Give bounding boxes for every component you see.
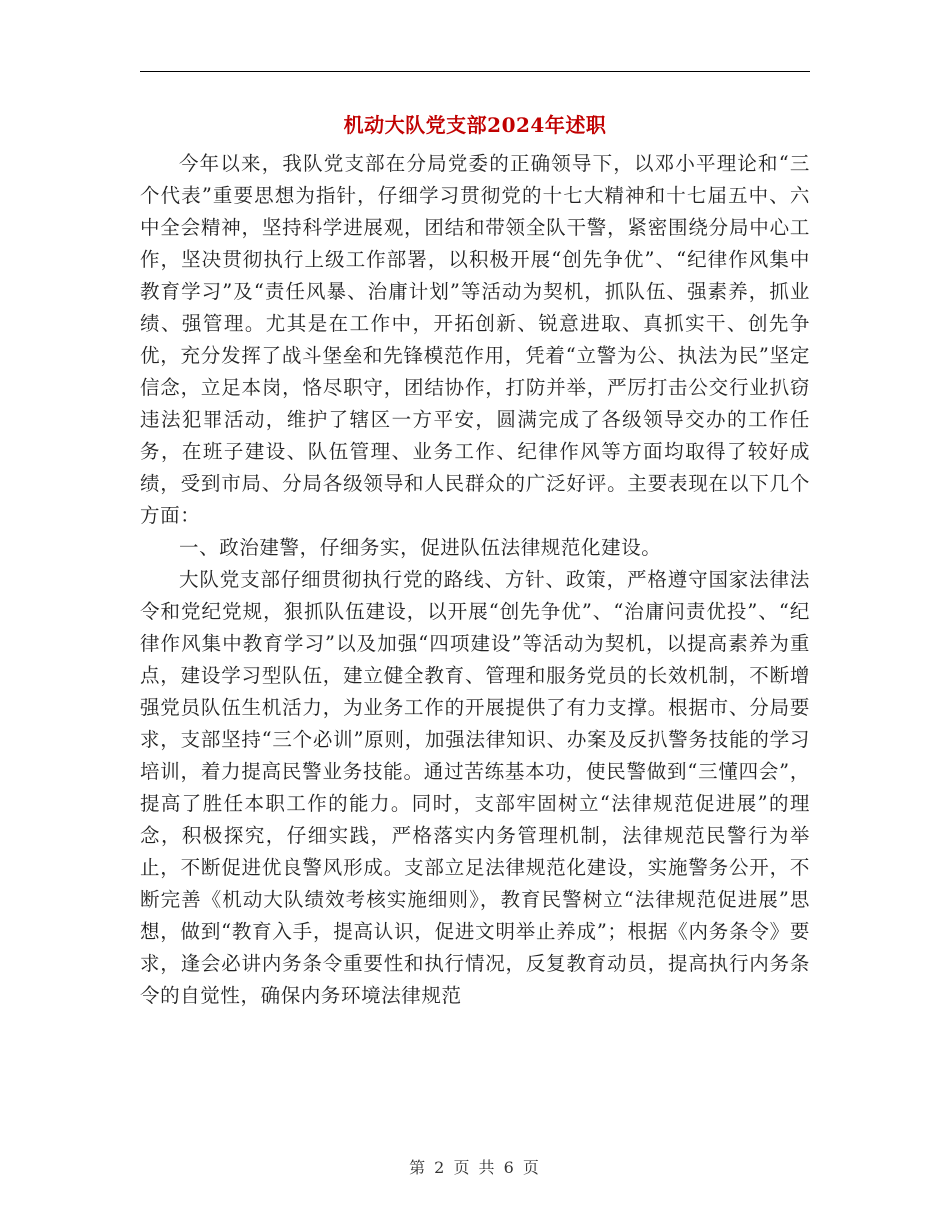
- document-title: 机动大队党支部2024年述职: [343, 113, 607, 137]
- page-number-footer: 第 2 页 共 6 页: [409, 1158, 541, 1177]
- document-body: [140, 148, 810, 1012]
- body-paragraph-section-1: 大队党支部仔细贯彻执行党的路线、方针、政策，严格遵守国家法律法令和党纪党规，狠抓队伍建设，以开展“创先争优”、“治庸问责优投”、“纪律作风集中教育学习”以及加强“四项建设”等活动为契机，以提高素养为重点，建设学习型队伍，建立健全教育、管理和服务党员的长效机制，不断增强党员队伍生机活力，为业务工作的开展提供了有力支撑。根据市、分局要求，支部坚持“三个必训”原则，加强法律知识、办案及反扒警务技能的学习培训，着力提高民警业务技能。通过苦练基本功，使民警做到“三懂四会”，提高了胜任本职工作的能力。同时，支部牢固树立“法律规范促进展”的理念，积极探究，仔细实践，严格落实内务管理机制，法律规范民警行为举止，不断促进优良警风形成。支部立足法律规范化建设，实施警务公开，不断完善《机动大队绩效考核实施细则》，教育民警树立“法律规范促进展”思想，做到“教育入手，提高认识，促进文明举止养成”；根据《内务条令》要求，逢会必讲内务条令重要性和执行情况，反复教育动员，提高执行内务条令的自觉性，确保内务环境法律规范: [140, 568, 810, 1007]
- header-rule: [140, 71, 810, 72]
- body-paragraph-intro: 今年以来，我队党支部在分局党委的正确领导下，以邓小平理论和“三个代表”重要思想为指针，仔细学习贯彻党的十七大精神和十七届五中、六中全会精神，坚持科学进展观，团结和带领全队干警，紧密围绕分局中心工作，坚决贯彻执行上级工作部署，以积极开展“创先争优”、“纪律作风集中教育学习”及“责任风暴、治庸计划”等活动为契机，抓队伍、强素养，抓业绩、强管理。尤其是在工作中，开拓创新、锐意进取、真抓实干、创先争优，充分发挥了战斗堡垒和先锋模范作用，凭着“立警为公、执法为民”坚定信念，立足本岗，恪尽职守，团结协作，打防并举，严厉打击公交行业扒窃违法犯罪活动，维护了辖区一方平安，圆满完成了各级领导交办的工作任务，在班子建设、队伍管理、业务工作、纪律作风等方面均取得了较好成绩，受到市局、分局各级领导和人民群众的广泛好评。主要表现在以下几个方面：: [140, 152, 810, 527]
- section-heading-1: 一、政治建警，仔细务实，促进队伍法律规范化建设。: [179, 536, 662, 559]
